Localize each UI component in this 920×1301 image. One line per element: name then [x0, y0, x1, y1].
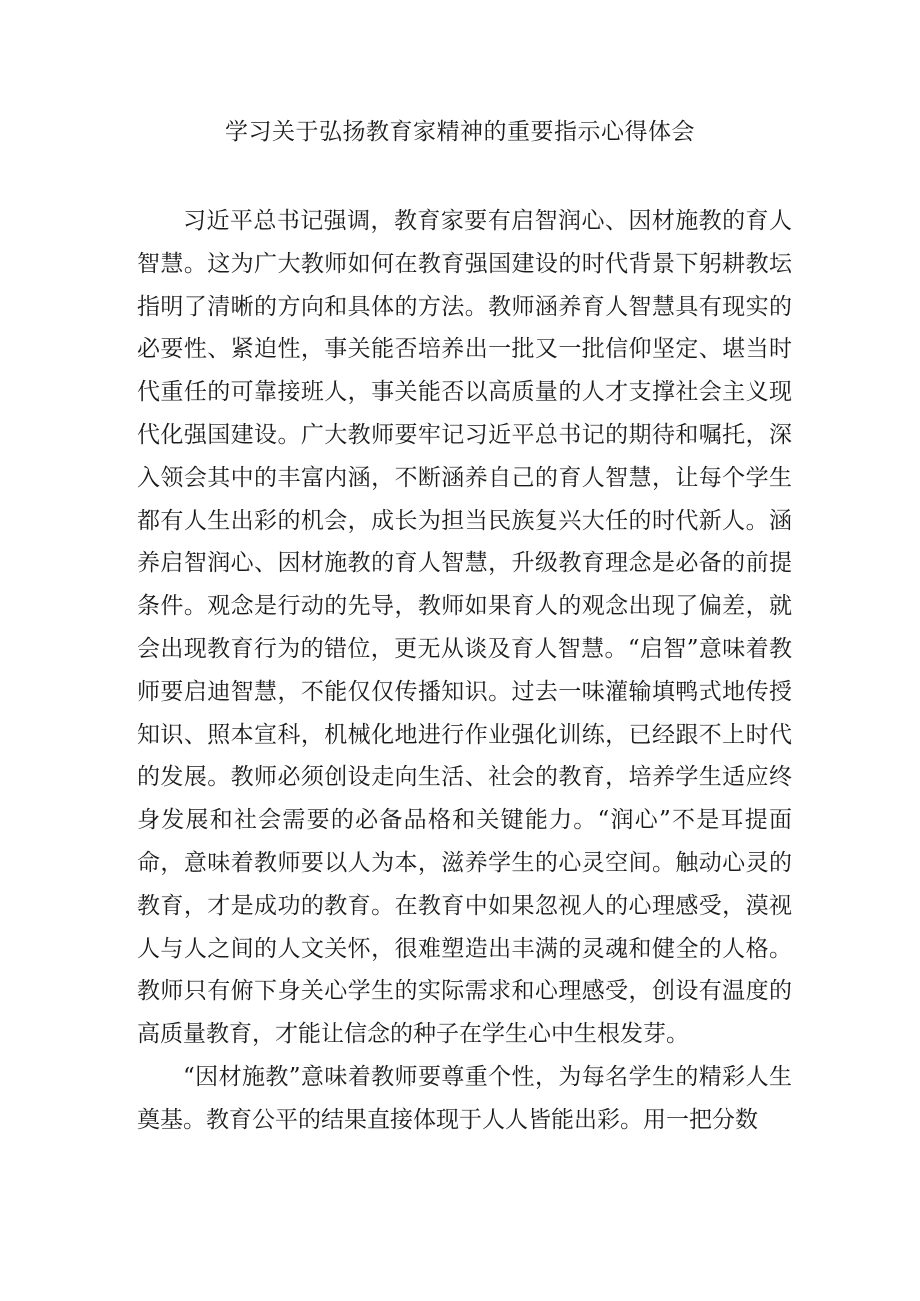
paragraph-2: “因材施教”意味着教师要尊重个性，为每名学生的精彩人生奠基。教育公平的结果直接体现于人人皆能出彩。用一把分数: [137, 1063, 792, 1133]
document-title: 学习关于弘扬教育家精神的重要指示心得体会: [225, 119, 695, 145]
document-body: [137, 200, 792, 1142]
paragraph-1: 习近平总书记强调，教育家要有启智润心、因材施教的育人智慧。这为广大教师如何在教育强国建设的时代背景下躬耕教坛指明了清晰的方向和具体的方法。教师涵养育人智慧具有现实的必要性、紧迫性，事关能否培养出一批又一批信仰坚定、堪当时代重任的可靠接班人，事关能否以高质量的人才支撑社会主义现代化强国建设。广大教师要牢记习近平总书记的期待和嘱托，深入领会其中的丰富内涵，不断涵养自己的育人智慧，让每个学生都有人生出彩的机会，成长为担当民族复兴大任的时代新人。涵养启智润心、因材施教的育人智慧，升级教育理念是必备的前提条件。观念是行动的先导，教师如果育人的观念出现了偏差，就会出现教育行为的错位，更无从谈及育人智慧。“启智”意味着教师要启迪智慧，不能仅仅传播知识。过去一味灌输填鸭式地传授知识、照本宣科，机械化地进行作业强化训练，已经跟不上时代的发展。教师必须创设走向生活、社会的教育，培养学生适应终身发展和社会需要的必备品格和关键能力。“润心”不是耳提面命，意味着教师要以人为本，滋养学生的心灵空间。触动心灵的教育，才是成功的教育。在教育中如果忽视人的心理感受，漠视人与人之间的人文关怀，很难塑造出丰满的灵魂和健全的人格。教师只有俯下身关心学生的实际需求和心理感受，创设有温度的高质量教育，才能让信念的种子在学生心中生根发芽。: [137, 208, 792, 1048]
